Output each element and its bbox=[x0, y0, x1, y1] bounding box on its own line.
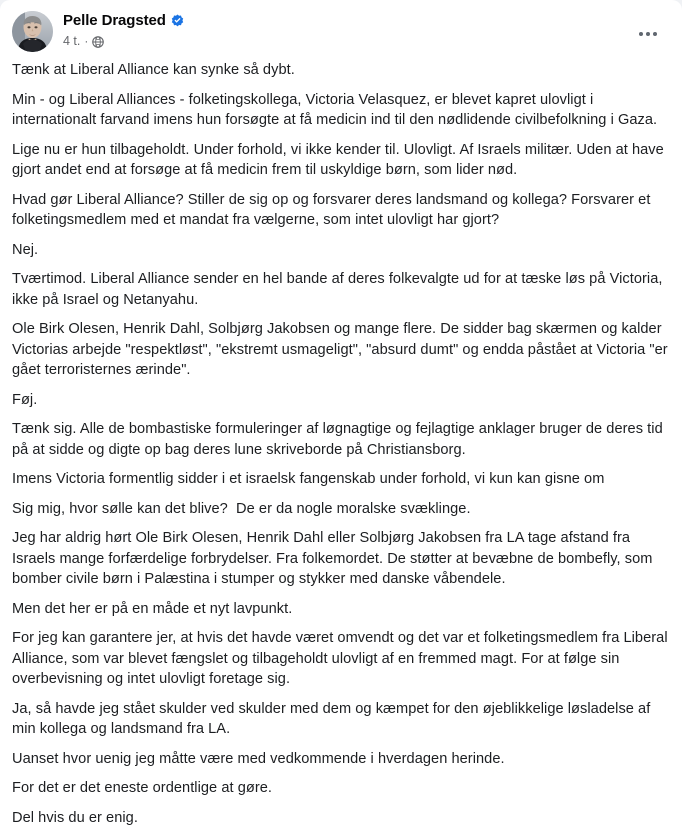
globe-icon[interactable] bbox=[92, 36, 104, 48]
post-paragraph: Sig mig, hvor sølle kan det blive? De er da nogle moralske svæklinge. bbox=[12, 500, 471, 517]
post-header bbox=[0, 0, 682, 60]
post-paragraph: Del hvis du er enig. bbox=[12, 809, 138, 826]
post-paragraph: Ja, så havde jeg stået skulder ved skulder med dem og kæmpet for den øjeblikkelige løsladelse af min kollega og landsmand fra LA. bbox=[12, 700, 655, 737]
post-paragraph: Hvad gør Liberal Alliance? Stiller de sig op og forsvarer deres landsmand og kollega? Forsvarer et folketingsmedlem med et mandat fra vælgerne, som intet ulovligt har gjort? bbox=[12, 191, 655, 228]
post-paragraph: Lige nu er hun tilbageholdt. Under forhold, vi ikke kender til. Ulovligt. Af Israels militær. Uden at have gjort andet end at forsøge at få medicin frem til uskyldige børn, som lider nød. bbox=[12, 141, 668, 178]
post-paragraph: Tværtimod. Liberal Alliance sender en hel bande af deres folkevalgte ud for at tæske løs på Victoria, ikke på Israel og Netanyahu. bbox=[12, 271, 667, 308]
post-paragraph: Ole Birk Olesen, Henrik Dahl, Solbjørg Jakobsen og mange flere. De sidder bag skærmen og kalder Victorias arbejde "respektløst", "ekstremt usmageligt", "absurd dumt" og endda påstået at Victoria "er gået terroristernes ærinde". bbox=[12, 321, 672, 378]
user-avatar-photo bbox=[12, 11, 53, 52]
post-options-button[interactable] bbox=[632, 18, 664, 50]
post-author-block bbox=[63, 10, 184, 49]
ellipsis-horizontal-icon bbox=[646, 32, 650, 36]
author-name-row bbox=[63, 11, 184, 30]
post-paragraph: Jeg har aldrig hørt Ole Birk Olesen, Henrik Dahl eller Solbjørg Jakobsen fra LA tage afstand fra Israels mange forfærdelige forbrydelser. Fra folkemordet. De støtter at bevæbne de bombefly, som bomber civile børn i Palæstina i stumper og stykker med danske våbendele. bbox=[12, 530, 657, 587]
post-paragraph: Føj. bbox=[12, 391, 38, 408]
post-timestamp[interactable]: 4 t. bbox=[63, 34, 81, 48]
post-paragraph: Nej. bbox=[12, 241, 39, 258]
avatar[interactable] bbox=[12, 11, 53, 52]
ellipsis-horizontal-icon bbox=[639, 32, 643, 36]
author-name[interactable]: Pelle Dragsted bbox=[63, 12, 166, 29]
post-paragraph: Tænk at Liberal Alliance kan synke så dybt. bbox=[12, 62, 295, 78]
post-paragraph: For det er det eneste ordentlige at gøre. bbox=[12, 780, 273, 796]
ellipsis-horizontal-icon bbox=[653, 32, 657, 36]
post-meta-row bbox=[63, 33, 184, 49]
post-body bbox=[0, 60, 682, 828]
post-paragraph: For jeg kan garantere jer, at hvis det havde været omvendt og det var et folketingsmedlem fra Liberal Alliance, som var blevet fængslet og tilbageholdt ulovligt af en fremmed magt. For at følge sin overbevisning og intet ulovligt foretage sig. bbox=[12, 630, 671, 687]
post-paragraph: Men det her er på en måde et nyt lavpunkt. bbox=[12, 600, 293, 617]
meta-separator: · bbox=[84, 34, 89, 48]
post-paragraph: Imens Victoria formentlig sidder i et israelsk fangenskab under forhold, vi kun kan gisne om bbox=[12, 471, 605, 487]
verified-badge-icon bbox=[171, 14, 184, 27]
post-paragraph: Tænk sig. Alle de bombastiske formuleringer af løgnagtige og fejlagtige anklager bruger de deres tid på at sidde og digte op bag deres lune skriveborde på Christiansborg. bbox=[12, 421, 667, 458]
post-paragraph: Uanset hvor uenig jeg måtte være med vedkommende i hverdagen herinde. bbox=[12, 750, 505, 767]
post-paragraph: Min - og Liberal Alliances - folketingskollega, Victoria Velasquez, er blevet kapret ulovligt i internationalt farvand imens hun forsøgte at få medicin ind til den nødlidende civilbefolkning i Gaza. bbox=[12, 91, 658, 128]
